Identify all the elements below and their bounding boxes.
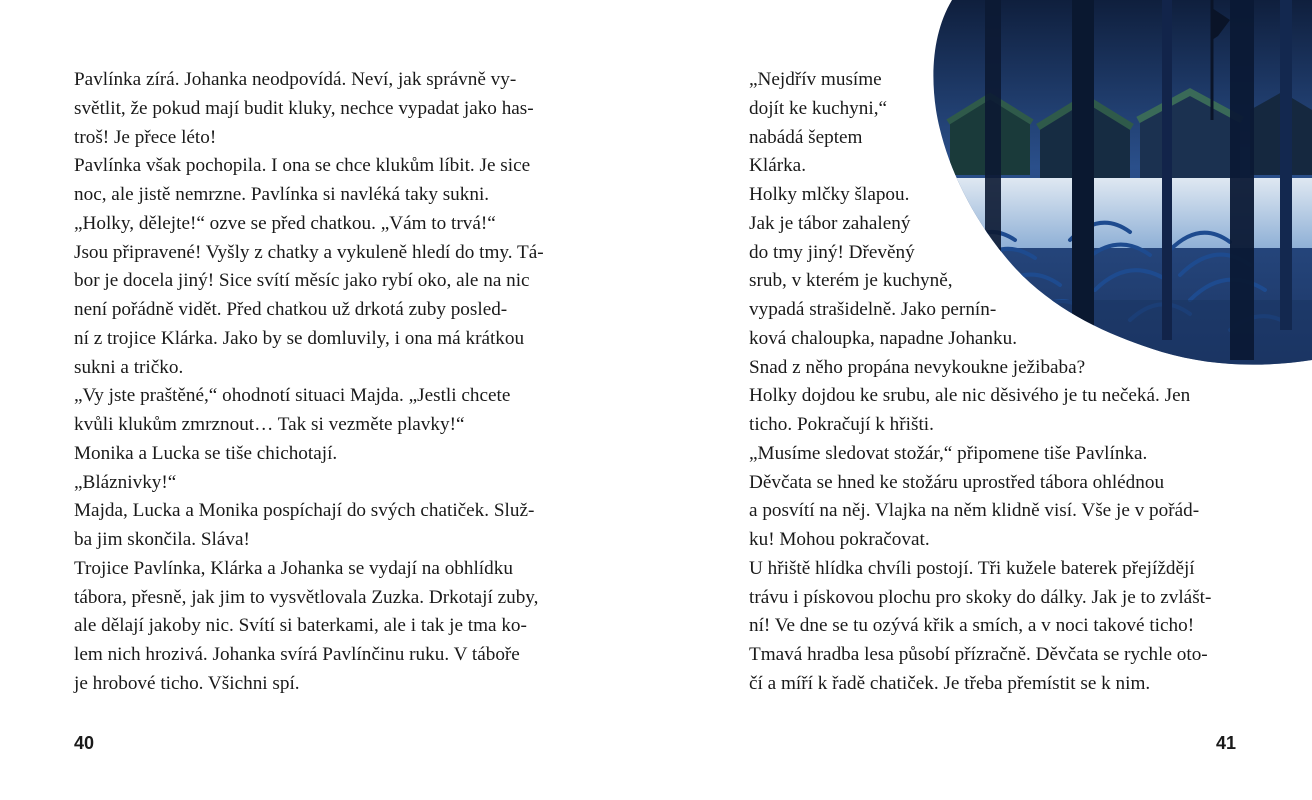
text-line: „Musíme sledovat stožár,“ připomene tiše Pavlínka.: [749, 442, 1148, 464]
text-line: sukni a tričko.: [74, 356, 184, 378]
text-line: světlit, že pokud mají budit kluky, nechce vypadat jako has-: [74, 97, 534, 119]
text-line: Tmavá hradba lesa působí přízračně. Děvčata se rychle oto-: [749, 644, 1208, 665]
text-line: „Bláznivky!“: [74, 471, 177, 493]
text-line: čí a míří k řadě chatiček. Je třeba přemístit se k nim.: [749, 672, 1151, 694]
text-line: bor je docela jiný! Sice svítí měsíc jako rybí oko, ale na nic: [74, 270, 530, 292]
text-line: do tmy jiný! Dřevěný: [749, 241, 915, 263]
watercolor-image: [930, 0, 1312, 370]
text-line: ku! Mohou pokračovat.: [749, 529, 930, 550]
text-line: není pořádně vidět. Před chatkou už drkotá zuby posled-: [74, 299, 508, 320]
text-line: Snad z něho propána nevykoukne ježibaba?: [749, 356, 1086, 378]
text-line: lem nich hrozivá. Johanka svírá Pavlínčinu ruku. V táboře: [74, 644, 520, 665]
text-line: ale dělají jakoby nic. Svítí si baterkami, ale i tak je tma ko-: [74, 615, 527, 637]
page-number-left: 40: [74, 733, 95, 753]
text-line: vypadá strašidelně. Jako pernín-: [749, 299, 997, 320]
text-line: U hřiště hlídka chvíli postojí. Tři kužele baterek přejíždějí: [749, 557, 1195, 579]
text-line: troš! Je přece léto!: [74, 126, 217, 148]
text-line: a posvítí na něj. Vlajka na něm klidně visí. Vše je v pořád-: [749, 500, 1200, 522]
text-line: Majda, Lucka a Monika pospíchají do svých chatiček. Služ-: [74, 500, 535, 522]
text-line: Pavlínka však pochopila. I ona se chce klukům líbit. Je sice: [74, 155, 531, 177]
text-line: Jsou připravené! Vyšly z chatky a vykuleně hledí do tmy. Tá-: [74, 241, 544, 263]
text-line: Jak je tábor zahalený: [749, 212, 911, 234]
text-line: Klárka.: [749, 155, 807, 177]
text-line: Trojice Pavlínka, Klárka a Johanka se vydají na obhlídku: [74, 557, 513, 579]
text-line: dojít ke kuchyni,“: [749, 97, 888, 119]
text-line: Monika a Lucka se tiše chichotají.: [74, 442, 338, 464]
text-line: srub, v kterém je kuchyně,: [749, 270, 953, 292]
text-line: „Vy jste praštěné,“ ohodnotí situaci Majda. „Jestli chcete: [74, 385, 511, 407]
left-page-text: [74, 66, 544, 699]
text-line: ticho. Pokračují k hřišti.: [749, 414, 934, 435]
night-camp-illustration: [930, 0, 1312, 370]
text-line: „Nejdřív musíme: [749, 69, 882, 90]
text-line: ní! Ve dne se tu ozývá křik a smích, a v noci takové ticho!: [749, 615, 1195, 637]
text-line: nabádá šeptem: [749, 126, 863, 148]
page-number-right: 41: [1216, 733, 1237, 753]
text-line: ní z trojice Klárka. Jako by se domluvily, i ona má krátkou: [74, 327, 525, 349]
text-line: Děvčata se hned ke stožáru uprostřed tábora ohlédnou: [749, 471, 1165, 493]
text-line: kvůli klukům zmrznout… Tak si vezměte plavky!“: [74, 414, 465, 435]
text-line: trávu i pískovou plochu pro skoky do dálky. Jak je to zvlášt-: [749, 586, 1212, 608]
text-line: „Holky, dělejte!“ ozve se před chatkou. „Vám to trvá!“: [74, 212, 496, 234]
text-line: tábora, přesně, jak jim to vysvětlovala Zuzka. Drkotají zuby,: [74, 586, 539, 608]
text-line: ková chaloupka, napadne Johanku.: [749, 327, 1018, 349]
text-line: je hrobové ticho. Všichni spí.: [74, 672, 300, 694]
text-line: noc, ale jistě nemrzne. Pavlínka si navléká taky sukni.: [74, 184, 490, 205]
text-line: Holky mlčky šlapou.: [749, 184, 910, 205]
text-line: Holky dojdou ke srubu, ale nic děsivého je tu nečeká. Jen: [749, 385, 1191, 407]
text-line: Pavlínka zírá. Johanka neodpovídá. Neví, jak správně vy-: [74, 69, 517, 90]
text-line: ba jim skončila. Sláva!: [74, 529, 250, 550]
